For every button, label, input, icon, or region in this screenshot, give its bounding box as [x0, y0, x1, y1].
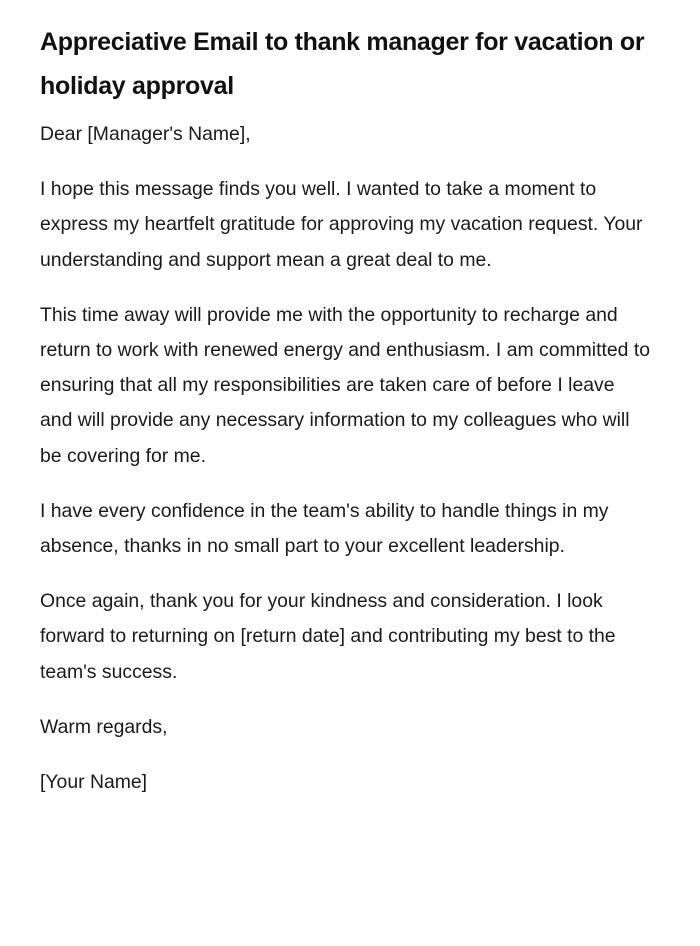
- closing: Warm regards,: [40, 715, 168, 738]
- body-paragraph-1: I hope this message finds you well. I wanted to take a moment to express my heartfelt gratitude for approving my vacation request. Your understanding and support mean a great deal to me.: [40, 178, 643, 271]
- document-title: Appreciative Email to thank manager for vacation or holiday approval: [40, 28, 645, 100]
- signature: [Your Name]: [40, 771, 148, 794]
- body-paragraph-3: I have every confidence in the team's ability to handle things in my absence, thanks in no small part to your excellent leadership.: [40, 499, 609, 558]
- body-paragraph-2: This time away will provide me with the opportunity to recharge and return to work with renewed energy and enthusiasm. I am committed to ensuring that all my responsibilities are taken care of before I leave and will provide any necessary information to my colleagues who will be covering for me.: [40, 303, 651, 467]
- body-paragraph-4: Once again, thank you for your kindness and consideration. I look forward to returning on [return date] and contributing my best to the team's success.: [40, 590, 616, 683]
- email-document: [40, 20, 650, 820]
- salutation: Dear [Manager's Name],: [40, 123, 251, 145]
